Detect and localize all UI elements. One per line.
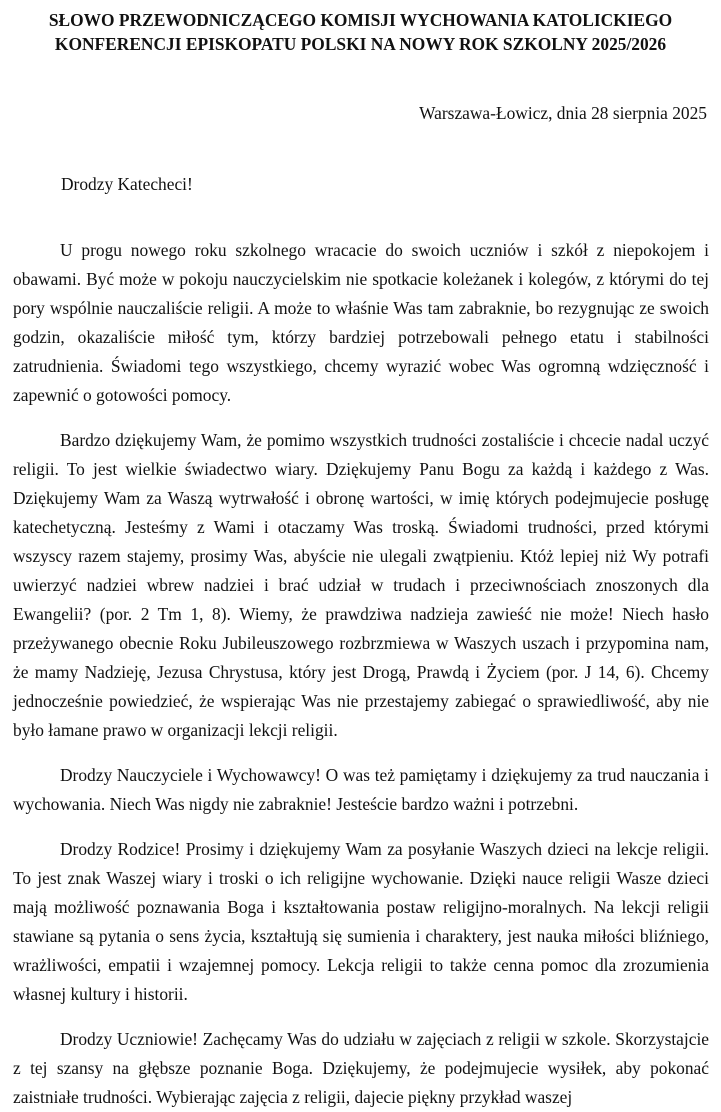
title-line-2: KONFERENCJI EPISKOPATU POLSKI NA NOWY ROK SZKOLNY 2025/2026 bbox=[54, 34, 667, 54]
title-line-1: SŁOWO PRZEWODNICZĄCEGO KOMISJI WYCHOWANIA KATOLICKIEGO bbox=[48, 10, 673, 30]
dateline: Warszawa-Łowicz, dnia 28 sierpnia 2025 bbox=[419, 103, 707, 123]
paragraph-students: Drodzy Uczniowie! Zachęcamy Was do udziału w zajęciach z religii w szkole. Skorzystajcie z tej szansy na głębsze poznanie Boga. Dziękujemy, że podejmujecie wysiłek, aby pokonać zaistniałe trudności. Wybierając zajęcia z religii, dajecie piękny przykład waszej bbox=[13, 1029, 709, 1107]
letter-body bbox=[13, 236, 709, 1112]
paragraph-teachers: Drodzy Nauczyciele i Wychowawcy! O was też pamiętamy i dziękujemy za trud nauczania i wychowania. Niech Was nigdy nie zabraknie! Jesteście bardzo ważni i potrzebni. bbox=[13, 765, 709, 814]
document-title bbox=[0, 8, 721, 56]
paragraph-katecheci: U progu nowego roku szkolnego wracacie do swoich uczniów i szkół z niepokojem i obawami. Być może w pokoju nauczycielskim nie spotkacie koleżanek i kolegów, z którymi do tej pory wspólnie nauczaliście religii. A może to właśnie Was tam zabraknie, bo rezygnując ze swoich godzin, okazaliście miłość tym, którzy bardziej potrzebowali pełnego etatu i stabilności zatrudnienia. Świadomi tego wszystkiego, chcemy wyrazić wobec Was ogromną wdzięczność i zapewnić o gotowości pomocy. bbox=[13, 240, 709, 405]
salutation: Drodzy Katecheci! bbox=[61, 174, 193, 194]
paragraph-thanks: Bardzo dziękujemy Wam, że pomimo wszystkich trudności zostaliście i chcecie nadal uczyć religii. To jest wielkie świadectwo wiary. Dziękujemy Panu Bogu za każdą i każdego z Was. Dziękujemy Wam za Waszą wytrwałość i obronę wartości, w imię których podejmujecie posługę katechetyczną. Jesteśmy z Wami i otaczamy Was troską. Świadomi trudności, przed którymi wszyscy razem stajemy, prosimy Was, abyście nie ulegali zwątpieniu. Któż lepiej niż Wy potrafi uwierzyć nadziei wbrew nadziei i brać udział w trudach i przeciwnościach znoszonych dla Ewangelii? (por. 2 Tm 1, 8). Wiemy, że prawdziwa nadzieja zawieść nie może! Niech hasło przeżywanego obecnie Roku Jubileuszowego rozbrzmiewa w Waszych uszach i przypomina nam, że mamy Nadzieję, Jezusa Chrystusa, który jest Drogą, Prawdą i Życiem (por. J 14, 6). Chcemy jednocześnie powiedzieć, że wspierając Was nie przestajemy zabiegać o sprawiedliwość, aby nie było łamane prawo w organizacji lekcji religii. bbox=[13, 430, 709, 740]
paragraph-parents: Drodzy Rodzice! Prosimy i dziękujemy Wam za posyłanie Waszych dzieci na lekcje religii. To jest znak Waszej wiary i troski o ich religijne wychowanie. Dzięki nauce religii Wasze dzieci mają możliwość poznawania Boga i kształtowania postaw religijno-moralnych. Na lekcji religii stawiane są pytania o sens życia, kształtują się sumienia i charaktery, jest nauka miłości bliźniego, wrażliwości, empatii i wzajemnej pomocy. Lekcja religii to także cenna pomoc dla zrozumienia własnej kultury i historii. bbox=[13, 839, 709, 1004]
